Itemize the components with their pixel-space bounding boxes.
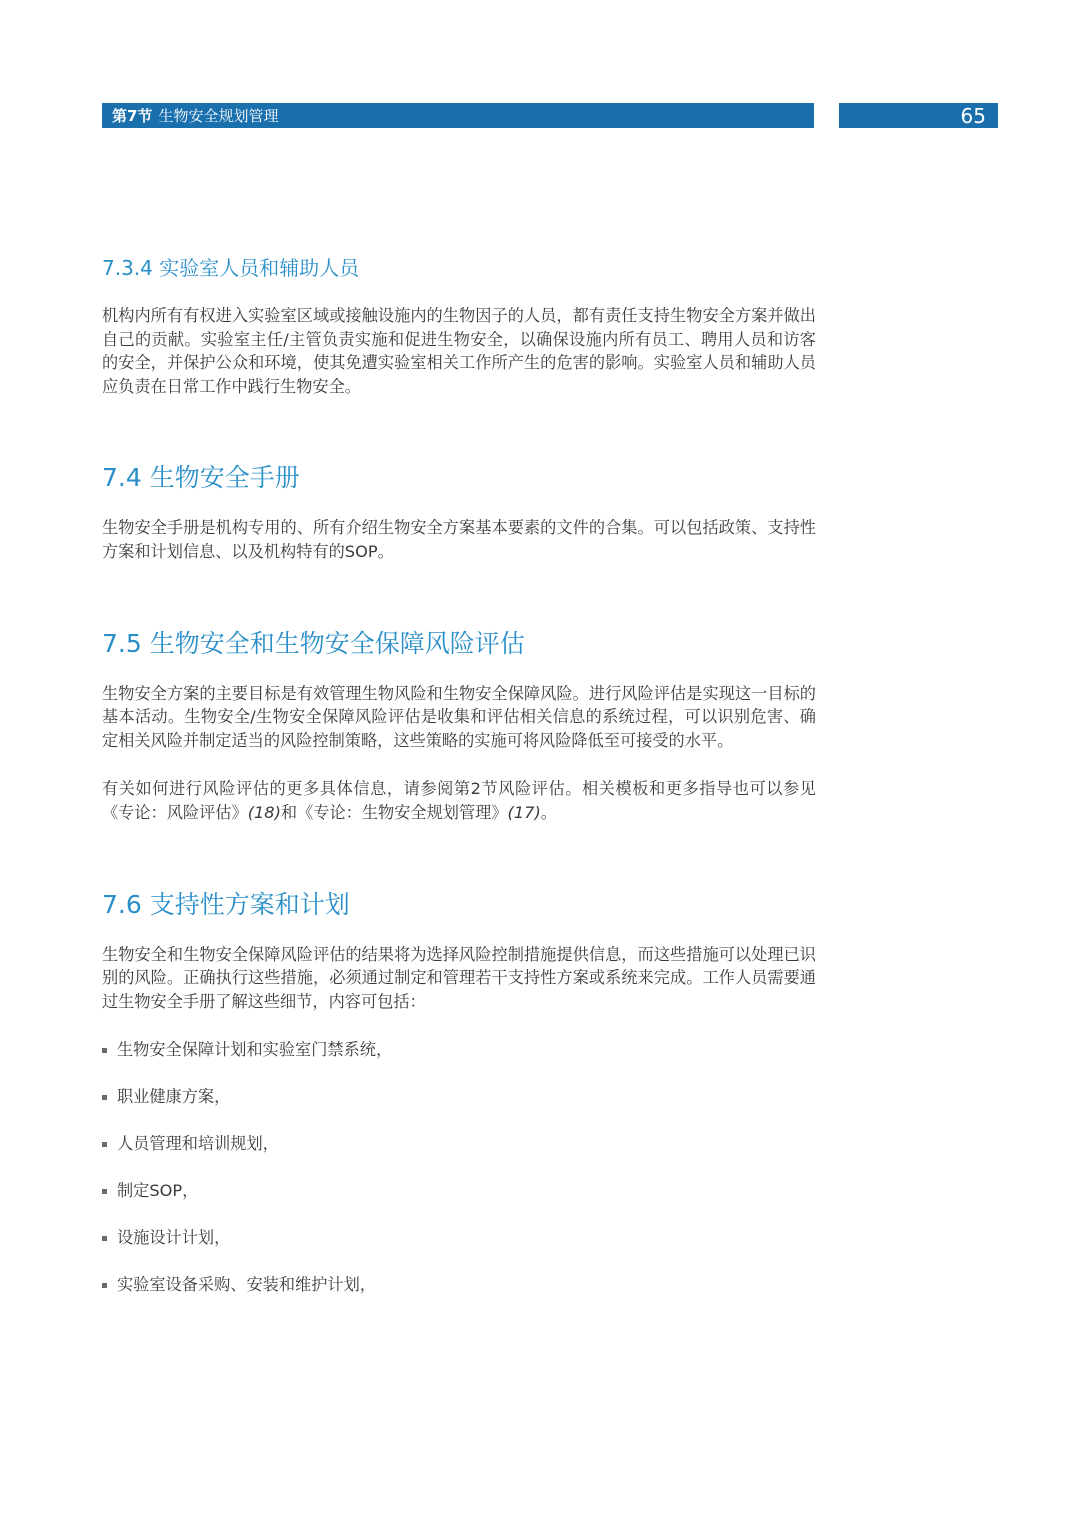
list-item <box>102 1273 816 1297</box>
paragraph-7-3-4: 机构内所有有权进入实验室区域或接触设施内的生物因子的人员，都有责任支持生物安全方案并做出自己的贡献。实验室主任/主管负责实施和促进生物安全，以确保设施内所有员工、聘用人员和访客的安全，并保护公众和环境，使其免遭实验室相关工作所产生的危害的影响。实验室人员和辅助人员应负责在日常工作中践行生物安全。 <box>102 306 816 396</box>
list-item-text: 生物安全保障计划和实验室门禁系统， <box>117 1040 393 1060</box>
paragraph-7-5-2-text-b: 和《专论：生物安全规划管理》 <box>280 802 508 822</box>
list-item-text: 设施设计计划， <box>117 1228 231 1248</box>
page-number-box <box>839 103 998 128</box>
bullet-square-icon <box>102 1189 107 1194</box>
list-item-text: 实验室设备采购、安装和维护计划， <box>117 1275 376 1295</box>
list-item-text: 职业健康方案， <box>117 1087 231 1107</box>
reference-17: (17) <box>507 802 541 822</box>
section-header-bar <box>102 103 814 128</box>
paragraph-7-4: 生物安全手册是机构专用的、所有介绍生物安全方案基本要素的文件的合集。可以包括政策、支持性方案和计划信息、以及机构特有的SOP。 <box>102 518 816 561</box>
list-item <box>102 1038 816 1062</box>
page-content <box>102 252 816 1320</box>
bullet-square-icon <box>102 1142 107 1147</box>
section-title: 生物安全规划管理 <box>158 107 279 125</box>
bullet-square-icon <box>102 1095 107 1100</box>
paragraph-7-5-2-text-c: 。 <box>540 802 557 822</box>
heading-7-5: 7.5 生物安全和生物安全保障风险评估 <box>102 628 525 658</box>
list-item <box>102 1226 816 1250</box>
heading-7-6: 7.6 支持性方案和计划 <box>102 889 350 919</box>
list-item <box>102 1132 816 1156</box>
list-item-text: 人员管理和培训规划， <box>117 1134 279 1154</box>
bullet-square-icon <box>102 1283 107 1288</box>
bullet-square-icon <box>102 1236 107 1241</box>
list-item <box>102 1085 816 1109</box>
bullet-square-icon <box>102 1048 107 1053</box>
paragraph-7-5-2-text-a: 有关如何进行风险评估的更多具体信息，请参阅第2节风险评估。相关模板和更多指导也可以参见《专论：风险评估》 <box>102 779 816 822</box>
paragraph-7-5-1: 生物安全方案的主要目标是有效管理生物风险和生物安全保障风险。进行风险评估是实现这一目标的基本活动。生物安全/生物安全保障风险评估是收集和评估相关信息的系统过程，可以识别危害、确定相关风险并制定适当的风险控制策略，这些策略的实施可将风险降低至可接受的水平。 <box>102 683 816 750</box>
list-item <box>102 1179 816 1203</box>
paragraph-7-6: 生物安全和生物安全保障风险评估的结果将为选择风险控制措施提供信息，而这些措施可以处理已识别的风险。正确执行这些措施，必须通过制定和管理若干支持性方案或系统来完成。工作人员需要通过生物安全手册了解这些细节，内容可包括： <box>102 944 816 1011</box>
reference-18: (18) <box>247 802 281 822</box>
page-number: 65 <box>960 103 986 128</box>
bullet-list <box>102 1038 816 1297</box>
paragraph-7-5-2 <box>102 777 816 824</box>
section-number: 第7节 <box>112 107 153 125</box>
heading-7-4: 7.4 生物安全手册 <box>102 463 300 493</box>
heading-7-3-4: 7.3.4 实验室人员和辅助人员 <box>102 256 360 280</box>
list-item-text: 制定SOP， <box>117 1181 199 1201</box>
